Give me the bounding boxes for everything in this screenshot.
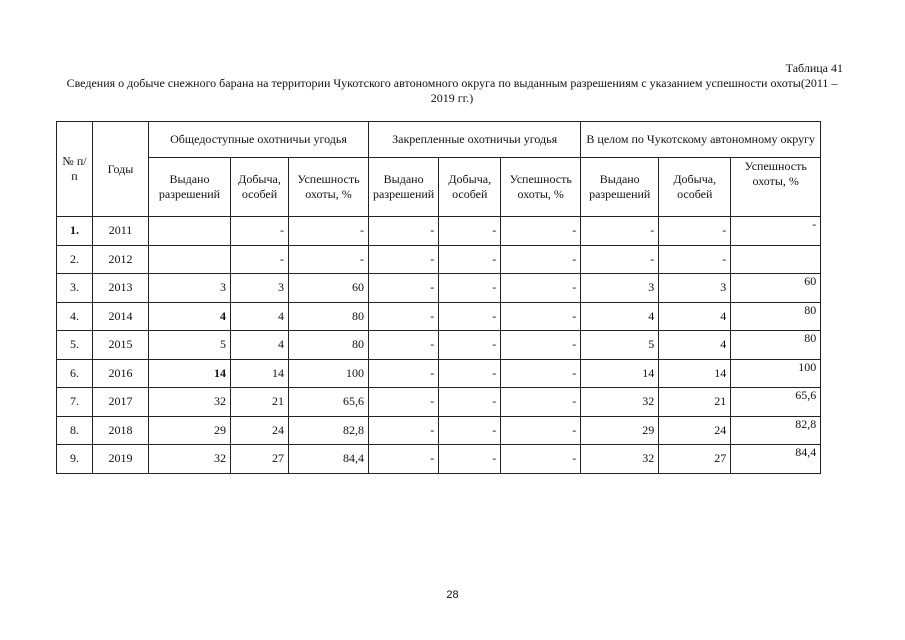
row-year: 2019	[93, 445, 149, 474]
table-cell: 84,4	[731, 445, 821, 474]
table-cell: -	[369, 445, 439, 474]
table-cell: 80	[289, 302, 369, 331]
table-cell: 32	[581, 445, 659, 474]
table-cell: 82,8	[289, 416, 369, 445]
header-public-grounds: Общедоступные охотничьи угодья	[149, 122, 369, 158]
table-cell	[149, 217, 231, 246]
row-year: 2017	[93, 388, 149, 417]
header-success-rate: Успешность охоты, %	[289, 158, 369, 217]
table-cell: -	[439, 331, 501, 360]
row-number: 4.	[57, 302, 93, 331]
table-cell: 29	[149, 416, 231, 445]
table-cell: -	[369, 416, 439, 445]
table-cell: 60	[731, 274, 821, 303]
table-cell: 32	[149, 388, 231, 417]
table-cell: 80	[731, 302, 821, 331]
header-row-sub	[57, 158, 821, 217]
table-row	[57, 445, 821, 474]
row-number: 7.	[57, 388, 93, 417]
table-cell: -	[439, 274, 501, 303]
hunting-data-table	[56, 121, 821, 474]
table-cell: -	[439, 388, 501, 417]
table-row	[57, 274, 821, 303]
header-assigned-grounds: Закрепленные охотничьи угодья	[369, 122, 581, 158]
table-cell: -	[439, 445, 501, 474]
header-region-total: В целом по Чукотскому автономному округу	[581, 122, 821, 158]
table-cell: -	[231, 245, 289, 274]
table-cell: -	[501, 217, 581, 246]
table-cell: -	[439, 359, 501, 388]
table-cell: 21	[231, 388, 289, 417]
table-cell: 24	[659, 416, 731, 445]
row-year: 2018	[93, 416, 149, 445]
table-row	[57, 331, 821, 360]
table-cell: -	[501, 245, 581, 274]
table-cell: -	[369, 217, 439, 246]
row-year: 2016	[93, 359, 149, 388]
row-year: 2013	[93, 274, 149, 303]
table-cell: -	[501, 274, 581, 303]
header-permits-issued: Выдано разрешений	[581, 158, 659, 217]
table-cell: 21	[659, 388, 731, 417]
table-cell: 14	[659, 359, 731, 388]
table-cell: 14	[231, 359, 289, 388]
table-cell: 65,6	[289, 388, 369, 417]
table-cell	[731, 245, 821, 274]
table-cell: 4	[659, 331, 731, 360]
header-year: Годы	[93, 122, 149, 217]
table-cell: -	[439, 302, 501, 331]
table-cell: -	[501, 331, 581, 360]
table-cell: -	[369, 331, 439, 360]
table-row	[57, 359, 821, 388]
row-year: 2011	[93, 217, 149, 246]
table-cell: 5	[149, 331, 231, 360]
table-caption: Сведения о добыче снежного барана на территории Чукотского автономного округа по выданным разрешениям с указанием успешности охоты(2011 – 2019 гг.)	[66, 76, 838, 105]
table-cell: 27	[231, 445, 289, 474]
table-cell: -	[289, 217, 369, 246]
table-cell: -	[439, 245, 501, 274]
table-cell: -	[439, 217, 501, 246]
table-row	[57, 245, 821, 274]
table-cell: 32	[581, 388, 659, 417]
header-success-rate: Успешность охоты, %	[501, 158, 581, 217]
table-cell: 80	[289, 331, 369, 360]
table-cell: 14	[581, 359, 659, 388]
header-num: № п/п	[57, 122, 93, 217]
table-cell: 82,8	[731, 416, 821, 445]
row-year: 2012	[93, 245, 149, 274]
table-number-label: Таблица 41	[785, 61, 843, 75]
table-cell: 80	[731, 331, 821, 360]
table-row	[57, 217, 821, 246]
table-cell: 4	[581, 302, 659, 331]
table-cell: 27	[659, 445, 731, 474]
table-cell: -	[369, 388, 439, 417]
table-cell: 65,6	[731, 388, 821, 417]
row-number: 9.	[57, 445, 93, 474]
table-cell	[149, 245, 231, 274]
row-number: 3.	[57, 274, 93, 303]
table-cell: 3	[149, 274, 231, 303]
table-cell: 4	[659, 302, 731, 331]
table-row	[57, 302, 821, 331]
row-number: 2.	[57, 245, 93, 274]
header-row-groups	[57, 122, 821, 158]
row-year: 2014	[93, 302, 149, 331]
table-cell: -	[659, 245, 731, 274]
table-cell: 100	[289, 359, 369, 388]
row-number: 6.	[57, 359, 93, 388]
table-cell: 29	[581, 416, 659, 445]
header-harvest: Добыча, особей	[659, 158, 731, 217]
table-cell: 32	[149, 445, 231, 474]
table-cell: -	[659, 217, 731, 246]
table-cell: 60	[289, 274, 369, 303]
table-cell: -	[731, 217, 821, 246]
table-cell: -	[501, 416, 581, 445]
header-harvest: Добыча, особей	[231, 158, 289, 217]
table-cell: 5	[581, 331, 659, 360]
row-year: 2015	[93, 331, 149, 360]
page-number: 28	[446, 589, 459, 601]
table-cell: -	[501, 445, 581, 474]
table-cell: 84,4	[289, 445, 369, 474]
header-permits-issued: Выдано разрешений	[369, 158, 439, 217]
table-cell: 3	[659, 274, 731, 303]
table-cell: -	[369, 302, 439, 331]
table-cell: 4	[149, 302, 231, 331]
table-cell: 14	[149, 359, 231, 388]
table-cell: 100	[731, 359, 821, 388]
table-row	[57, 416, 821, 445]
header-permits-issued: Выдано разрешений	[149, 158, 231, 217]
table-cell: -	[439, 416, 501, 445]
table-cell: -	[581, 245, 659, 274]
header-success-rate: Успешность охоты, %	[731, 158, 821, 217]
table-cell: 3	[581, 274, 659, 303]
table-cell: -	[501, 302, 581, 331]
table-row	[57, 388, 821, 417]
table-cell: 24	[231, 416, 289, 445]
table-cell: -	[231, 217, 289, 246]
table-cell: -	[289, 245, 369, 274]
table-cell: -	[369, 245, 439, 274]
table-cell: -	[501, 388, 581, 417]
table-cell: 3	[231, 274, 289, 303]
table-cell: 4	[231, 331, 289, 360]
row-number: 8.	[57, 416, 93, 445]
table-cell: -	[501, 359, 581, 388]
header-harvest: Добыча, особей	[439, 158, 501, 217]
table-cell: -	[581, 217, 659, 246]
table-cell: -	[369, 274, 439, 303]
table-cell: -	[369, 359, 439, 388]
table-cell: 4	[231, 302, 289, 331]
row-number: 1.	[57, 217, 93, 246]
row-number: 5.	[57, 331, 93, 360]
